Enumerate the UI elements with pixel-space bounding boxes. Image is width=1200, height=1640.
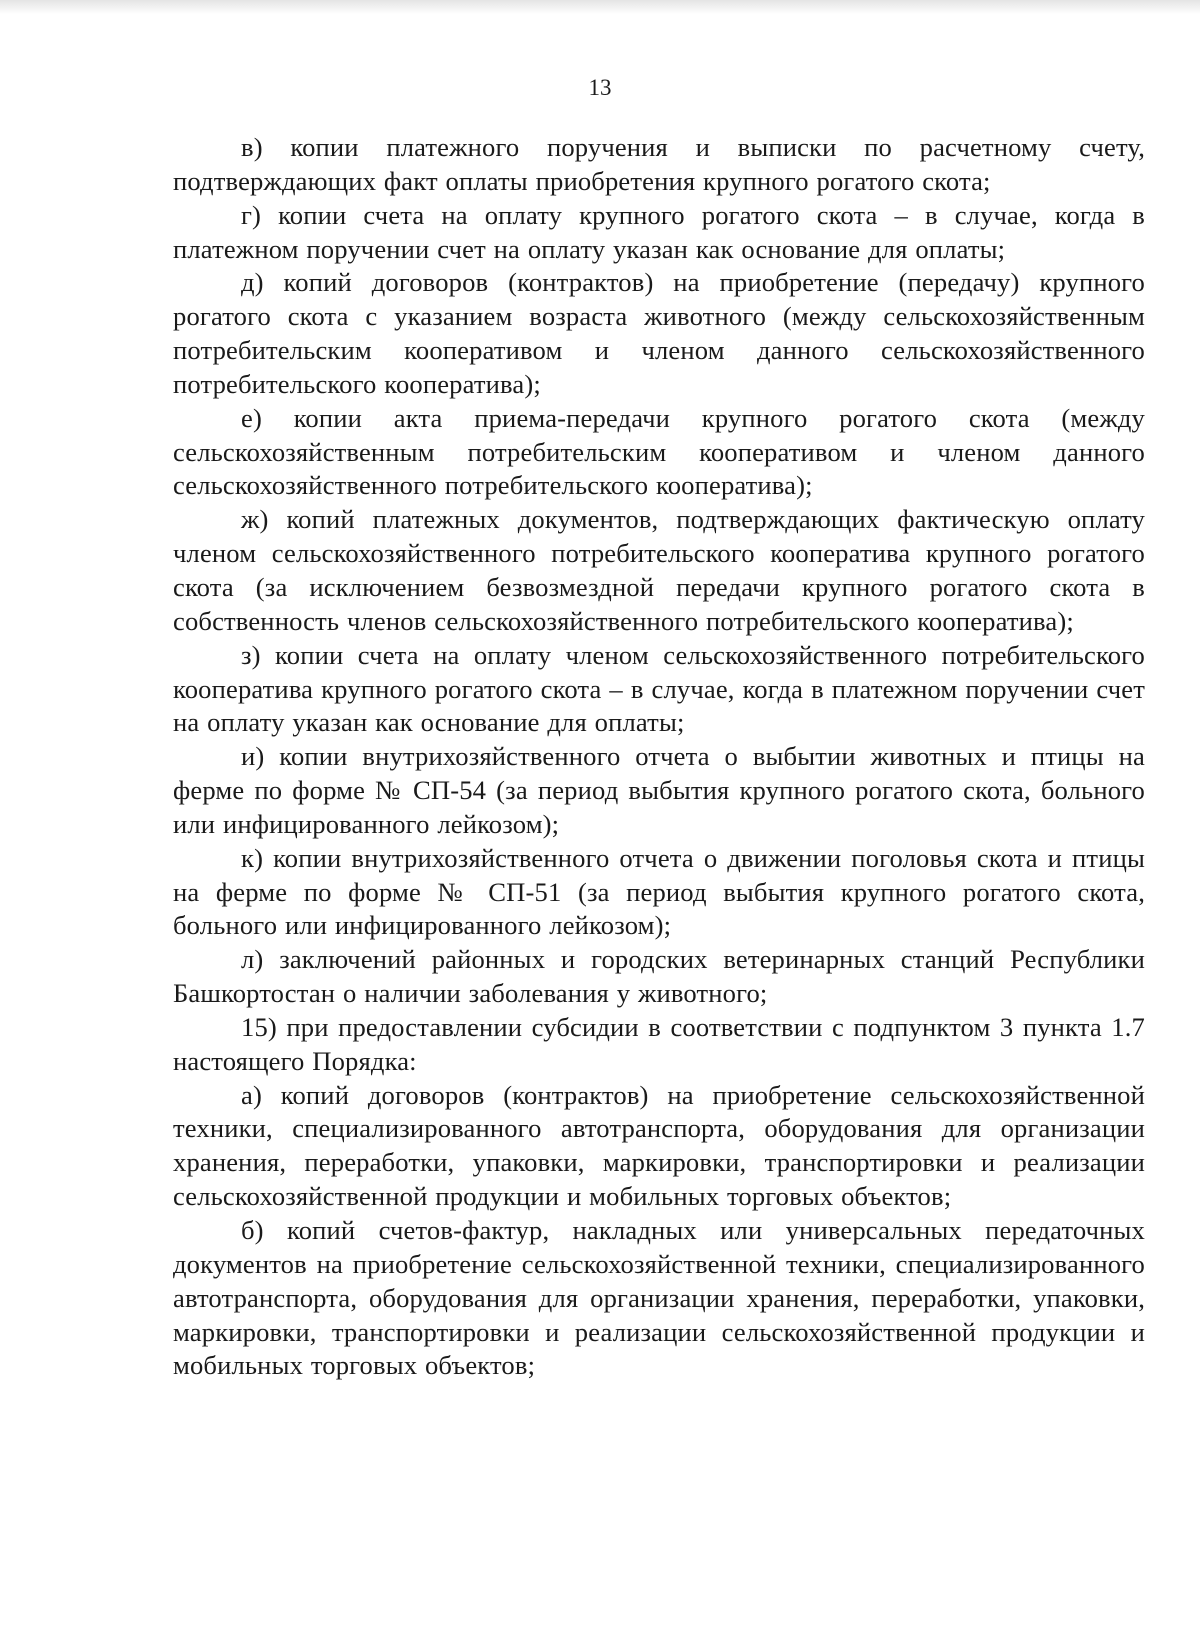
paragraph-i: и) копии внутрихозяйственного отчета о выбытии животных и птицы на ферме по форме № СП-54 (за период выбытия крупного рогатого скота, больного или инфицированного лейкозом);: [173, 741, 1145, 839]
paragraph-l: л) заключений районных и городских ветеринарных станций Республики Башкортостан о наличии заболевания у животного;: [173, 944, 1145, 1009]
paragraph-k: к) копии внутрихозяйственного отчета о движении поголовья скота и птицы на ферме по форме № СП-51 (за период выбытия крупного рогатого скота, больного или инфицированного лейкозом);: [173, 842, 1145, 941]
paragraph-a: а) копий договоров (контрактов) на приобретение сельскохозяйственной техники, специализированного автотранспорта, оборудования для организации хранения, переработки, упаковки, маркировки, транспортировки и реализации сельскохозяйственной продукции и мобильных торговых объектов;: [173, 1079, 1145, 1212]
paragraph-v: в) копии платежного поручения и выписки по расчетному счету, подтверждающих факт оплаты приобретения крупного рогатого скота;: [173, 132, 1145, 196]
paragraph-d: д) копий договоров (контрактов) на приобретение (передачу) крупного рогатого скота с указанием возраста животного (между сельскохозяйственным потребительским кооперативом и членом данного сельскохозяйственного потребительского кооператива);: [173, 267, 1145, 399]
page-number: 13: [588, 75, 612, 100]
document-body: [173, 131, 1145, 1383]
paragraph-z: з) копии счета на оплату членом сельскохозяйственного потребительского кооператива крупного рогатого скота – в случае, когда в платежном поручении счет на оплату указан как основание для оплаты;: [173, 639, 1145, 738]
paragraph-e: е) копии акта приема-передачи крупного рогатого скота (между сельскохозяйственным потребительским кооперативом и членом данного сельскохозяйственного потребительского кооператива);: [173, 402, 1145, 501]
paragraph-zh: ж) копий платежных документов, подтверждающих фактическую оплату членом сельскохозяйственного потребительского кооператива крупного рогатого скота (за исключением безвозмездной передачи крупного рогатого скота в собственность членов сельскохозяйственного потребительского кооператива);: [173, 504, 1145, 636]
scan-top-edge: [0, 0, 1200, 14]
paragraph-b: б) копий счетов-фактур, накладных или универсальных передаточных документов на приобретение сельскохозяйственной техники, специализированного автотранспорта, оборудования для организации хранения, переработки, упаковки, маркировки, транспортировки и реализации сельскохозяйственной продукции и мобильных торговых объектов;: [173, 1215, 1145, 1381]
paragraph-g: г) копии счета на оплату крупного рогатого скота – в случае, когда в платежном поручении счет на оплату указан как основание для оплаты;: [173, 199, 1145, 264]
paragraph-15: 15) при предоставлении субсидии в соответствии с подпунктом 3 пункта 1.7 настоящего Порядка:: [173, 1011, 1145, 1076]
